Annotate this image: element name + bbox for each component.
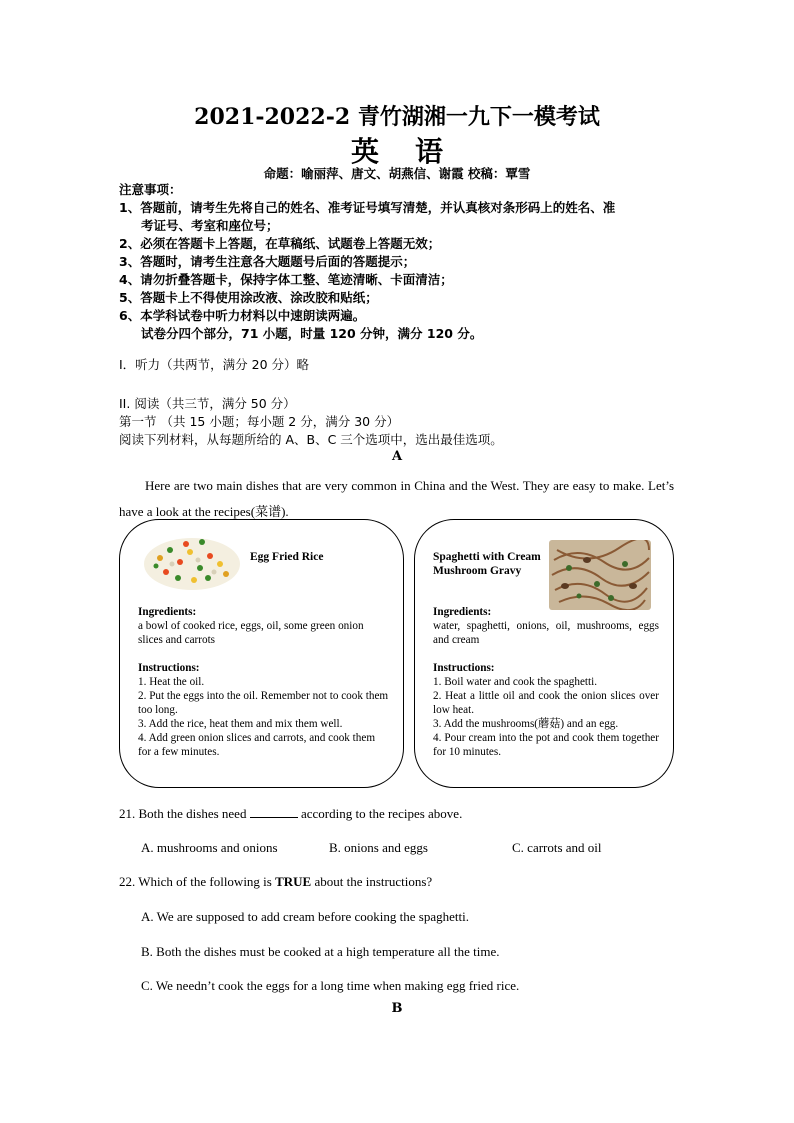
recipe-2-ingredients-label: Ingredients: <box>433 606 492 618</box>
recipe-1-step-4: 4. Add green onion slices and carrots, and cook them for a few minutes. <box>138 732 376 758</box>
recipe-1-step-2: 2. Put the eggs into the oil. Remember not to cook them too long. <box>138 690 389 716</box>
section-instruction: 阅读下列材料，从每题所给的 A、B、C 三个选项中，选出最佳选项。 <box>119 432 503 447</box>
notice-item-1-cont: 考证号、考室和座位号； <box>141 218 279 233</box>
spaghetti-image <box>549 540 651 610</box>
notice-block <box>119 181 689 343</box>
recipe-2-body <box>433 605 659 759</box>
notice-summary: 试卷分四个部分，71 小题，时量 120 分钟，满分 120 分。 <box>141 326 483 341</box>
question-21-option-b[interactable]: B. onions and eggs <box>329 840 428 855</box>
recipe-2-step-4: 4. Pour cream into the pot and cook them together for 10 minutes. <box>433 732 659 758</box>
passage-letter-b: B <box>391 1001 403 1016</box>
authors-line: 命题：喻丽萍、唐文、胡燕信、谢霞 校稿：覃雪 <box>263 166 531 181</box>
question-21-stem: 21. Both the dishes need according to the recipes above. <box>119 806 463 821</box>
question-21-option-c[interactable]: C. carrots and oil <box>512 840 602 855</box>
passage-intro: Here are two main dishes that are very common in China and the West. They are easy to make. Let’s have a look at the recipes(菜谱). <box>119 478 674 519</box>
recipe-2-step-3: 3. Add the mushrooms(蘑菇) and an egg. <box>433 718 619 730</box>
recipe-1-step-1: 1. Heat the oil. <box>138 676 205 688</box>
recipe-2-instructions-label: Instructions: <box>433 662 495 674</box>
fried-rice-image <box>142 528 242 594</box>
question-21-option-a[interactable]: A. mushrooms and onions <box>141 840 278 855</box>
notice-item-4: 4、请勿折叠答题卡，保持字体工整、笔迹清晰、卡面清洁； <box>119 272 453 287</box>
recipe-card-spaghetti <box>414 519 674 788</box>
section-reading: II. 阅读（共三节，满分 50 分） <box>119 396 296 411</box>
recipe-card-egg-fried-rice <box>119 519 404 788</box>
question-22-stem: 22. Which of the following is TRUE about the instructions? <box>119 874 433 889</box>
passage-letter-a: A <box>391 449 403 464</box>
recipe-2-step-1: 1. Boil water and cook the spaghetti. <box>433 676 598 688</box>
notice-item-3: 3、答题时，请考生注意各大题题号后面的答题提示； <box>119 254 416 269</box>
notice-item-2: 2、必须在答题卡上答题，在草稿纸、试题卷上答题无效； <box>119 236 441 251</box>
recipe-1-body <box>138 605 390 759</box>
notice-item-1: 1、答题前，请考生先将自己的姓名、准考证号填写清楚，并认真核对条形码上的姓名、准 <box>119 200 616 215</box>
recipe-1-instructions-label: Instructions: <box>138 662 200 674</box>
notice-item-5: 5、答题卡上不得使用涂改液、涂改胶和贴纸； <box>119 290 378 305</box>
question-22-option-a[interactable]: A. We are supposed to add cream before cooking the spaghetti. <box>141 909 469 924</box>
question-22-option-b[interactable]: B. Both the dishes must be cooked at a high temperature all the time. <box>141 944 500 959</box>
section-part1: 第一节 （共 15 小题；每小题 2 分，满分 30 分） <box>119 414 400 429</box>
notice-item-6: 6、本学科试卷中听力材料以中速朗读两遍。 <box>119 308 366 323</box>
recipe-2-title: Spaghetti with Cream Mushroom Gravy <box>433 551 541 577</box>
recipe-2-ingredients: water, spaghetti, onions, oil, mushrooms, eggs and cream <box>433 620 659 646</box>
recipe-1-title: Egg Fried Rice <box>250 551 324 563</box>
exam-title: 2021-2022-2 青竹湖湘一九下一模考试 <box>194 104 600 130</box>
section-listening: I．听力（共两节，满分 20 分）略 <box>119 357 310 372</box>
recipe-1-step-3: 3. Add the rice, heat them and mix them well. <box>138 718 343 730</box>
question-22-option-c[interactable]: C. We needn’t cook the eggs for a long time when making egg fried rice. <box>141 978 520 993</box>
subject-title: 英语 <box>350 135 479 168</box>
answer-blank <box>250 805 298 818</box>
recipe-1-ingredients-label: Ingredients: <box>138 606 197 618</box>
notice-heading: 注意事项： <box>119 182 182 197</box>
recipe-1-ingredients: a bowl of cooked rice, eggs, oil, some green onion slices and carrots <box>138 620 364 646</box>
recipe-2-step-2: 2. Heat a little oil and cook the onion slices over low heat. <box>433 690 659 716</box>
